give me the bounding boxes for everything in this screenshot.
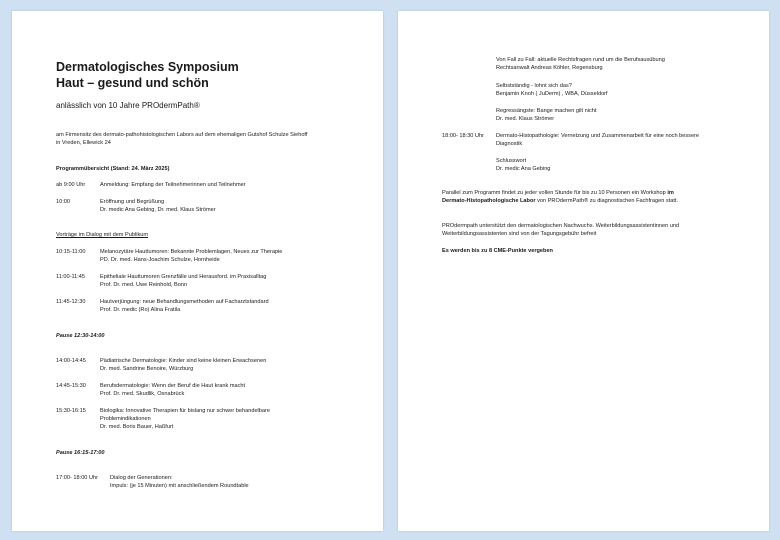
talk-title: Berufsdermatologie: Wenn der Beruf die Haut krank macht — [100, 383, 246, 389]
closing-speaker: Dr. medic Ana Gebing — [496, 166, 551, 172]
talk-speaker: Dr. med. Klaus Strömer — [496, 116, 555, 122]
talk-time: 10:15-11:00 — [56, 249, 86, 255]
talk-title-cont: Problemindikationen — [100, 416, 151, 422]
schedule-time: 10:00 — [56, 199, 70, 205]
talk-speaker: Dr. med. Sandrine Benoire, Würzburg — [100, 366, 194, 372]
talk-title: Von Fall zu Fall: aktuelle Rechtsfragen rund um die Berufsausübung — [496, 57, 665, 63]
talk-speaker: Benjamin Knoh ( JuDerm) , WBA, Düsseldorf — [496, 91, 608, 97]
closing-title: Schlusswort — [496, 158, 527, 164]
session-time: 18:00- 18:30 Uhr — [442, 133, 484, 139]
pause-label: Pause 12:30-14:00 — [56, 333, 105, 339]
session-title-cont: Diagnostik — [496, 141, 523, 147]
talk-title: Selbstständig - lohnt sich das? — [496, 83, 572, 89]
talk-title: Melanozytäre Hauttumoren: Bekannte Problemlagen, Neues zur Therapie — [100, 249, 283, 255]
venue-line-2: in Vreden, Ellewick 24 — [56, 140, 111, 146]
session-title: Dermato-Histopathologie: Vernetzung und Zusammenarbeit für eine noch bessere — [496, 133, 700, 139]
venue-line-1: am Firmensitz des dermato-pathohistologischen Labors auf dem ehemaligen Gutshof Schulze Siehoff — [56, 132, 308, 138]
schedule-desc: Anmeldung: Empfang der Teilnehmerinnen und Teilnehmer — [100, 182, 246, 188]
document-page-2 — [398, 11, 769, 531]
talk-title: Regressängste: Bange machen gilt nicht — [496, 108, 597, 114]
workshop-note-line-1: Parallel zum Programm findet zu jeder vollen Stunde für bis zu 10 Personen ein Workshop im — [442, 190, 674, 196]
talk-speaker: Prof. Dr. medic (Ro) Alina Fratila — [100, 307, 181, 313]
subtitle: anlässlich von 10 Jahre PROdermPath® — [56, 101, 200, 110]
talk-speaker: Prof. Dr. med. Skudlik, Osnabrück — [100, 391, 185, 397]
support-note-line-1: PROdermpath unterstützt den dermatologischen Nachwuchs. Weiterbildungsassistentinnen und — [442, 223, 680, 229]
talk-speaker: Dr. med. Boris Bauer, Haßfurt — [100, 424, 174, 430]
final-desc: Impuls: (je 15 Minuten) mit anschließendem Roundtable — [110, 483, 249, 489]
talk-title: Hautverjüngung: neue Behandlungsmethoden auf Facharztstandard — [100, 299, 269, 305]
section-heading: Vorträge im Dialog mit dem Publikum — [56, 232, 149, 238]
talk-title: Pädiatrische Dermatologie: Kinder sind keine kleinen Erwachsenen — [100, 358, 267, 364]
title-line-1: Dermatologisches Symposium — [56, 60, 239, 74]
cme-note: Es werden bis zu 8 CME-Punkte vergeben — [442, 248, 553, 254]
talk-time: 14:00-14:45 — [56, 358, 86, 364]
schedule-time: ab 9:00 Uhr — [56, 182, 86, 188]
schedule-speaker: Dr. medic Ana Gebing, Dr. med. Klaus Strömer — [100, 207, 216, 213]
document-page-1 — [12, 11, 383, 531]
talk-time: 11:00-11:45 — [56, 274, 86, 280]
title-line-2: Haut – gesund und schön — [56, 76, 209, 90]
support-note-line-2: Weiterbildungsassistenten sind von der Tagungsgebühr befreit — [442, 231, 597, 237]
talk-time: 15:30-16:15 — [56, 408, 86, 414]
talk-speaker: Rechtsanwalt Andreas Köhler, Regensburg — [496, 65, 603, 71]
talk-time: 14:45-15:30 — [56, 383, 86, 389]
pause-label: Pause 16:15-17:00 — [56, 450, 105, 456]
talk-title: Epitheliale Hauttumoren Grenzfälle und Herausford. im Praxisalltag — [100, 274, 267, 280]
program-heading: Programmübersicht (Stand: 24. März 2025) — [56, 166, 170, 172]
final-title: Dialog der Generationen: — [110, 475, 173, 481]
talk-time: 11:45-12:30 — [56, 299, 86, 305]
talk-title: Biologika: Innovative Therapien für bislang nur schwer behandelbare — [100, 408, 270, 414]
talk-speaker: PD. Dr. med. Hans-Joachim Schulze, Hornheide — [100, 257, 220, 263]
talk-speaker: Prof. Dr. med. Uwe Reinhold, Bonn — [100, 282, 188, 288]
schedule-desc: Eröffnung und Begrüßung — [100, 199, 165, 205]
final-time: 17:00- 18:00 Uhr — [56, 475, 98, 481]
workshop-note-line-2: Dermato-Histopathologische Labor von PROdermPath® zu diagnostischen Fachfragen statt. — [442, 198, 679, 204]
